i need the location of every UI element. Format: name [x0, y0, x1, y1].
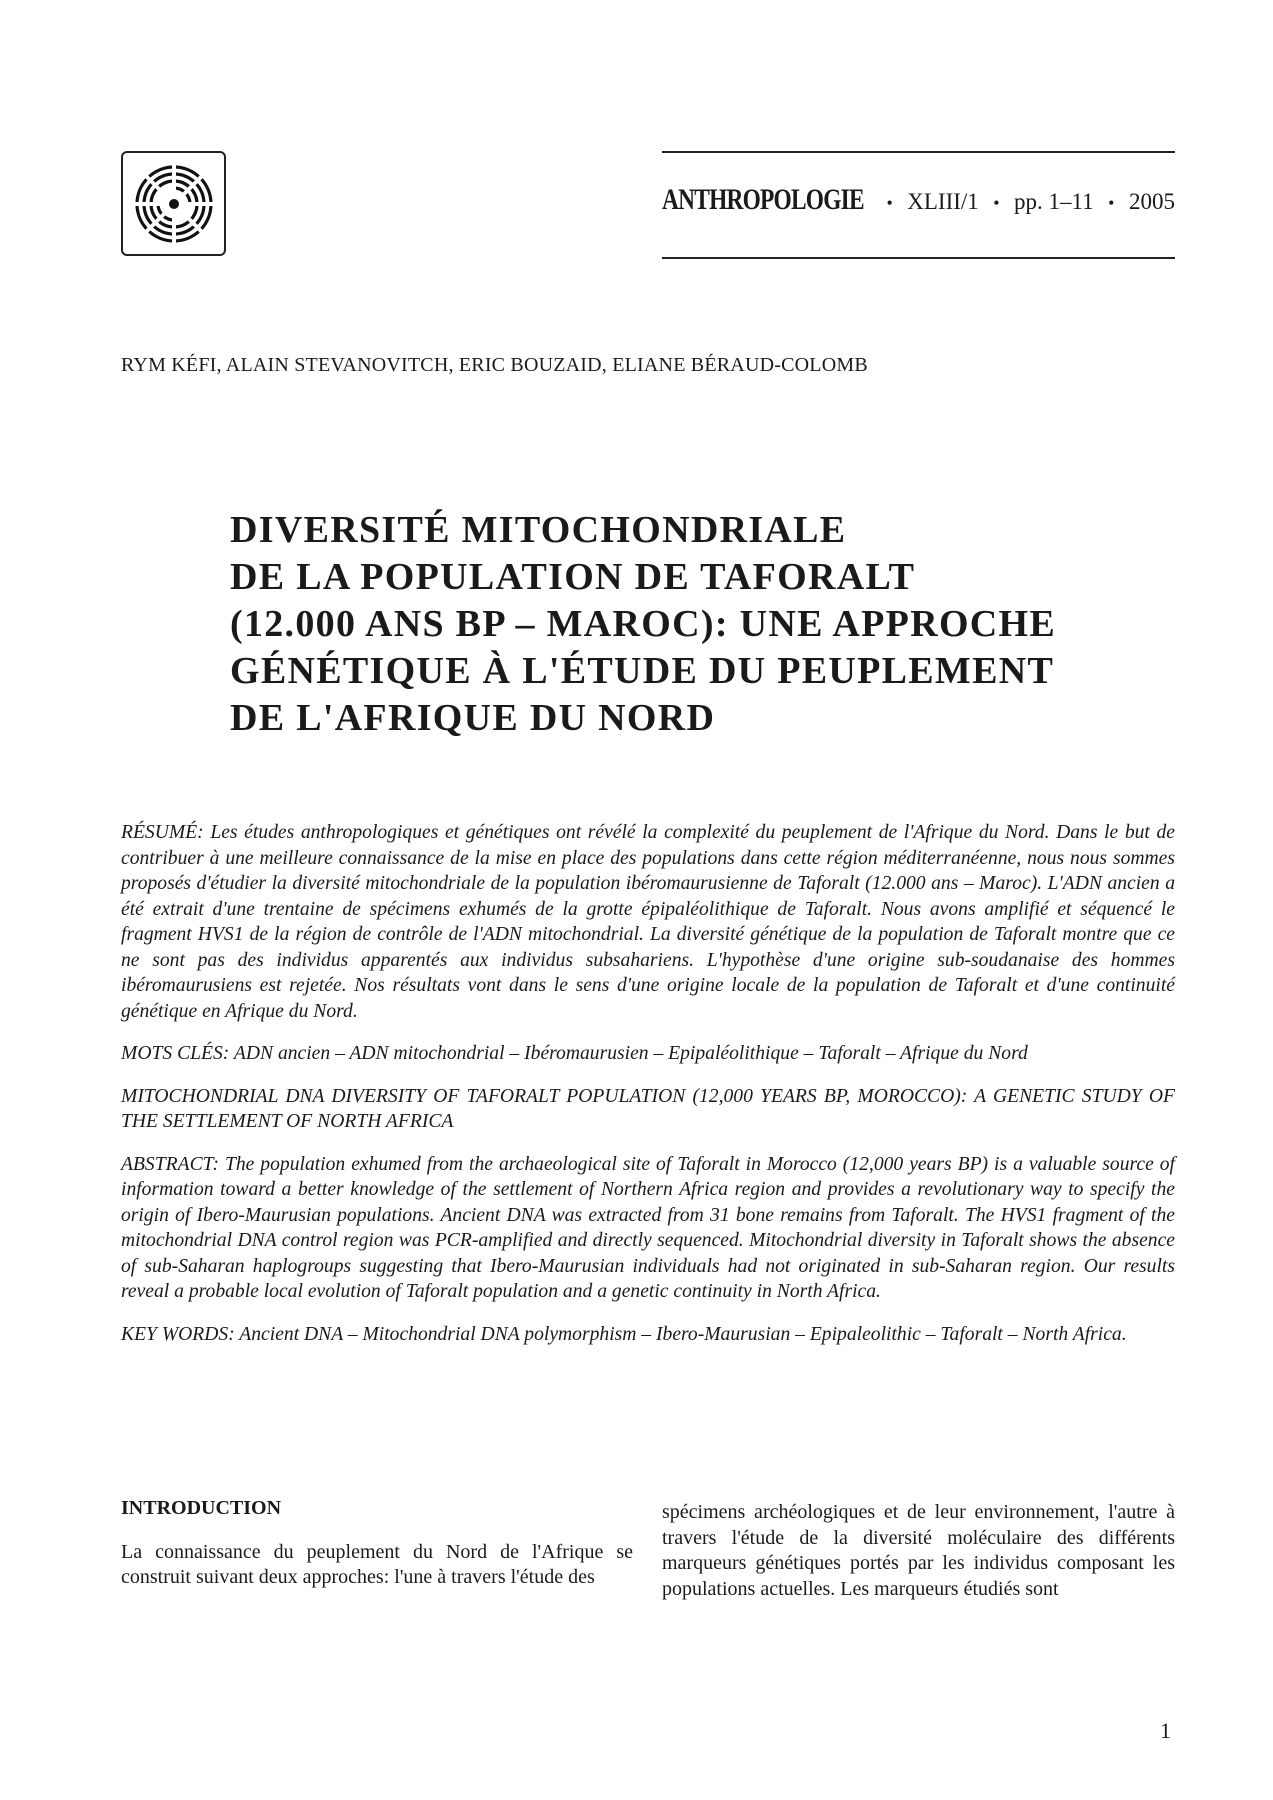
- journal-volume: XLIII/1: [907, 189, 979, 214]
- english-title-paragraph: MITOCHONDRIAL DNA DIVERSITY OF TAFORALT POPULATION (12,000 YEARS BP, MOROCCO): A GENETIC STUDY OF THE SETTLEMENT OF NORTH AFRICA: [121, 1085, 1175, 1132]
- header-rule-bottom: [662, 257, 1175, 259]
- body-column-left: [121, 1496, 633, 1591]
- mots-cles-paragraph: MOTS CLÉS: ADN ancien – ADN mitochondrial – Ibéromaurusien – Epipaléolithique – Taforalt – Afrique du Nord: [121, 1043, 1028, 1064]
- journal-header: [662, 183, 1175, 217]
- abstract-section: [121, 820, 1175, 1364]
- separator-dot: •: [1108, 193, 1115, 213]
- abstract-paragraph: ABSTRACT: The population exhumed from the archaeological site of Taforalt in Morocco (12,000 years BP) is a valuable source of information toward a better knowledge of the settlement of Northern Africa region and provides a revolutionary way to specify the origin of Ibero-Maurusian populations. Ancient DNA was extracted from 31 bone remains from Taforalt. The HVS1 fragment of the mitochondrial DNA control region was PCR-amplified and directly sequenced. Mitochondrial diversity in Taforalt shows the absence of sub-Saharan haplogroups suggesting that Ibero-Maurusian individuals had not originated in sub-Saharan region. Our results reveal a probable local evolution of Taforalt population and a genetic continuity in North Africa.: [121, 1153, 1175, 1302]
- journal-year: 2005: [1128, 189, 1175, 214]
- title-line: DE L'AFRIQUE DU NORD: [230, 697, 716, 739]
- journal-name: ANTHROPOLOGIE: [662, 183, 864, 216]
- separator-dot: •: [886, 193, 893, 213]
- author-list: RYM KÉFI, ALAIN STEVANOVITCH, ERIC BOUZAID, ELIANE BÉRAUD-COLOMB: [121, 354, 868, 376]
- introduction-heading: INTRODUCTION: [121, 1497, 282, 1519]
- title-line: (12.000 ANS BP – MAROC): UNE APPROCHE: [230, 603, 1057, 645]
- resume-paragraph: RÉSUMÉ: Les études anthropologiques et génétiques ont révélé la complexité du peuplement de l'Afrique du Nord. Dans le but de contribuer à une meilleure connaissance de la mise en place des populations dans cette région méditerranéenne, nous nous sommes proposés d'étudier la diversité mitochondriale de la population ibéromaurusienne de Taforalt (12.000 ans – Maroc). L'ADN ancien a été extrait d'une trentaine de spécimens exhumés de la grotte épipaléolithique de Taforalt. Nous avons amplifié et séquencé le fragment HVS1 de la région de contrôle de l'ADN mitochondrial. La diversité génétique de la population de Taforalt montre que ce ne sont pas des individus apparentés aux individus subsahariens. L'hypothèse d'une origine sub-soudanaise des hommes ibéromaurusiens est rejetée. Nos résultats vont dans le sens d'une origine locale de la population de Taforalt et d'une continuité génétique en Afrique du Nord.: [121, 822, 1175, 1022]
- title-line: GÉNÉTIQUE À L'ÉTUDE DU PEUPLEMENT: [230, 650, 1055, 692]
- page-number: 1: [1160, 1718, 1171, 1743]
- concentric-arcs-logo-icon: [131, 161, 217, 247]
- separator-dot: •: [993, 193, 1000, 213]
- journal-pages: pp. 1–11: [1014, 189, 1094, 214]
- title-line: DIVERSITÉ MITOCHONDRIALE: [230, 509, 847, 551]
- header-rule-top: [662, 151, 1175, 153]
- paper-title: [230, 507, 1150, 742]
- title-line: DE LA POPULATION DE TAFORALT: [230, 556, 916, 598]
- journal-logo: [121, 151, 226, 256]
- introduction-paragraph-left: La connaissance du peuplement du Nord de l'Afrique se construit suivant deux approches: l'une à travers l'étude des: [121, 1540, 633, 1588]
- introduction-paragraph-right: spécimens archéologiques et de leur environnement, l'autre à travers l'étude de la diversité moléculaire des différents marqueurs génétiques portés par les individus composant les populations actuelles. Les marqueurs étudiés sont: [662, 1501, 1175, 1600]
- body-column-right: [662, 1500, 1175, 1602]
- key-words-paragraph: KEY WORDS: Ancient DNA – Mitochondrial DNA polymorphism – Ibero-Maurusian – Epipaleolithic – Taforalt – North Africa.: [121, 1323, 1127, 1345]
